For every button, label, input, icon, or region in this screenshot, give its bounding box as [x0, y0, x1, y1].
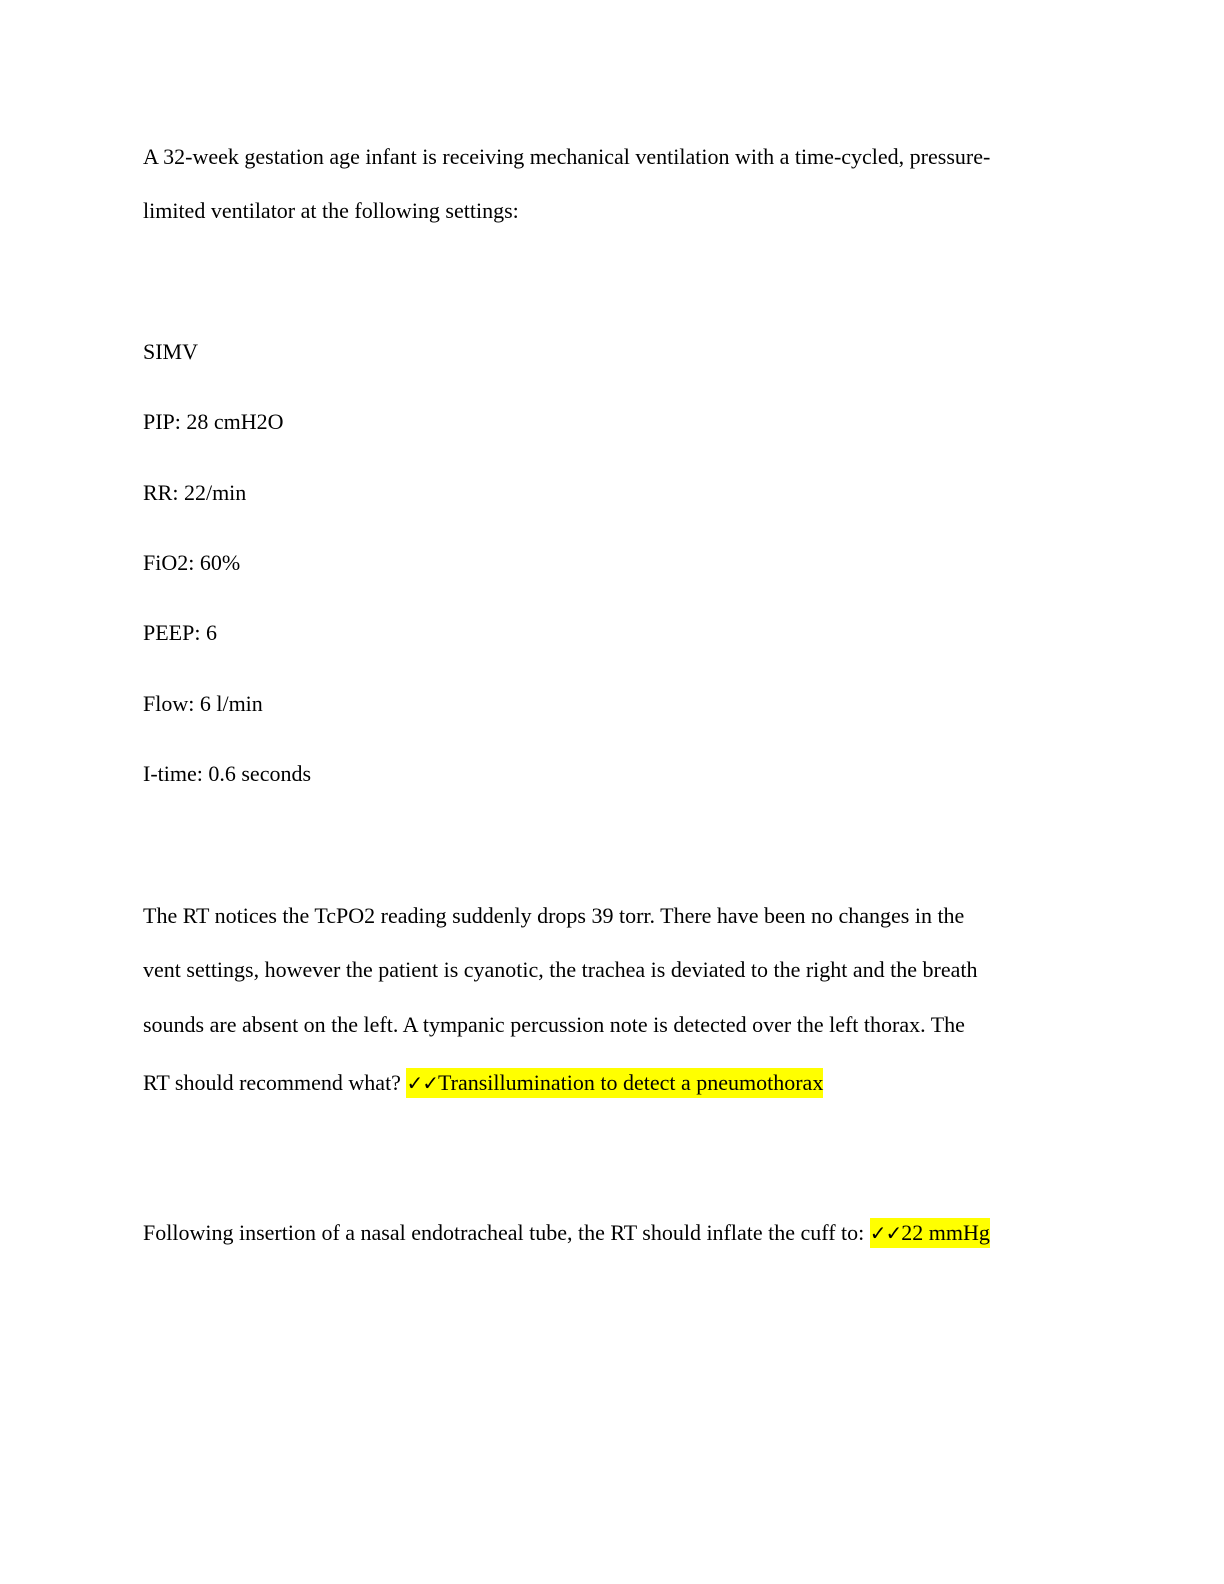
question2-answer-highlight	[870, 1218, 990, 1248]
setting-mode: SIMV	[143, 339, 199, 364]
question1-body-line4	[143, 1069, 823, 1097]
question1-body-line3: sounds are absent on the left. A tympanic percussion note is detected over the left thorax. The	[143, 1012, 965, 1037]
question1-body-line1: The RT notices the TcPO2 reading suddenly drops 39 torr. There have been no changes in the	[143, 903, 965, 928]
question2-prompt: Following insertion of a nasal endotracheal tube, the RT should inflate the cuff to:	[143, 1220, 870, 1245]
question1-body-line2: vent settings, however the patient is cyanotic, the trachea is deviated to the right and the breath	[143, 957, 978, 982]
setting-peep: PEEP: 6	[143, 620, 217, 645]
question1-answer: Transillumination to detect a pneumothorax	[437, 1070, 824, 1095]
question1-prompt: RT should recommend what?	[143, 1070, 407, 1095]
question2-answer: 22 mmHg	[901, 1220, 990, 1245]
setting-itime: I-time: 0.6 seconds	[143, 761, 312, 786]
setting-pip: PIP: 28 cmH2O	[143, 409, 284, 434]
question2-line	[143, 1219, 990, 1247]
check-marks-icon: ✓✓	[869, 1221, 902, 1245]
question1-answer-highlight	[406, 1068, 823, 1098]
setting-fio2: FiO2: 60%	[143, 550, 241, 575]
question1-intro-line1: A 32-week gestation age infant is receiving mechanical ventilation with a time-cycled, pressure-	[143, 144, 991, 169]
check-marks-icon: ✓✓	[406, 1071, 438, 1095]
question1-intro-line2: limited ventilator at the following settings:	[143, 198, 519, 223]
setting-flow: Flow: 6 l/min	[143, 691, 263, 716]
setting-rr: RR: 22/min	[143, 480, 247, 505]
